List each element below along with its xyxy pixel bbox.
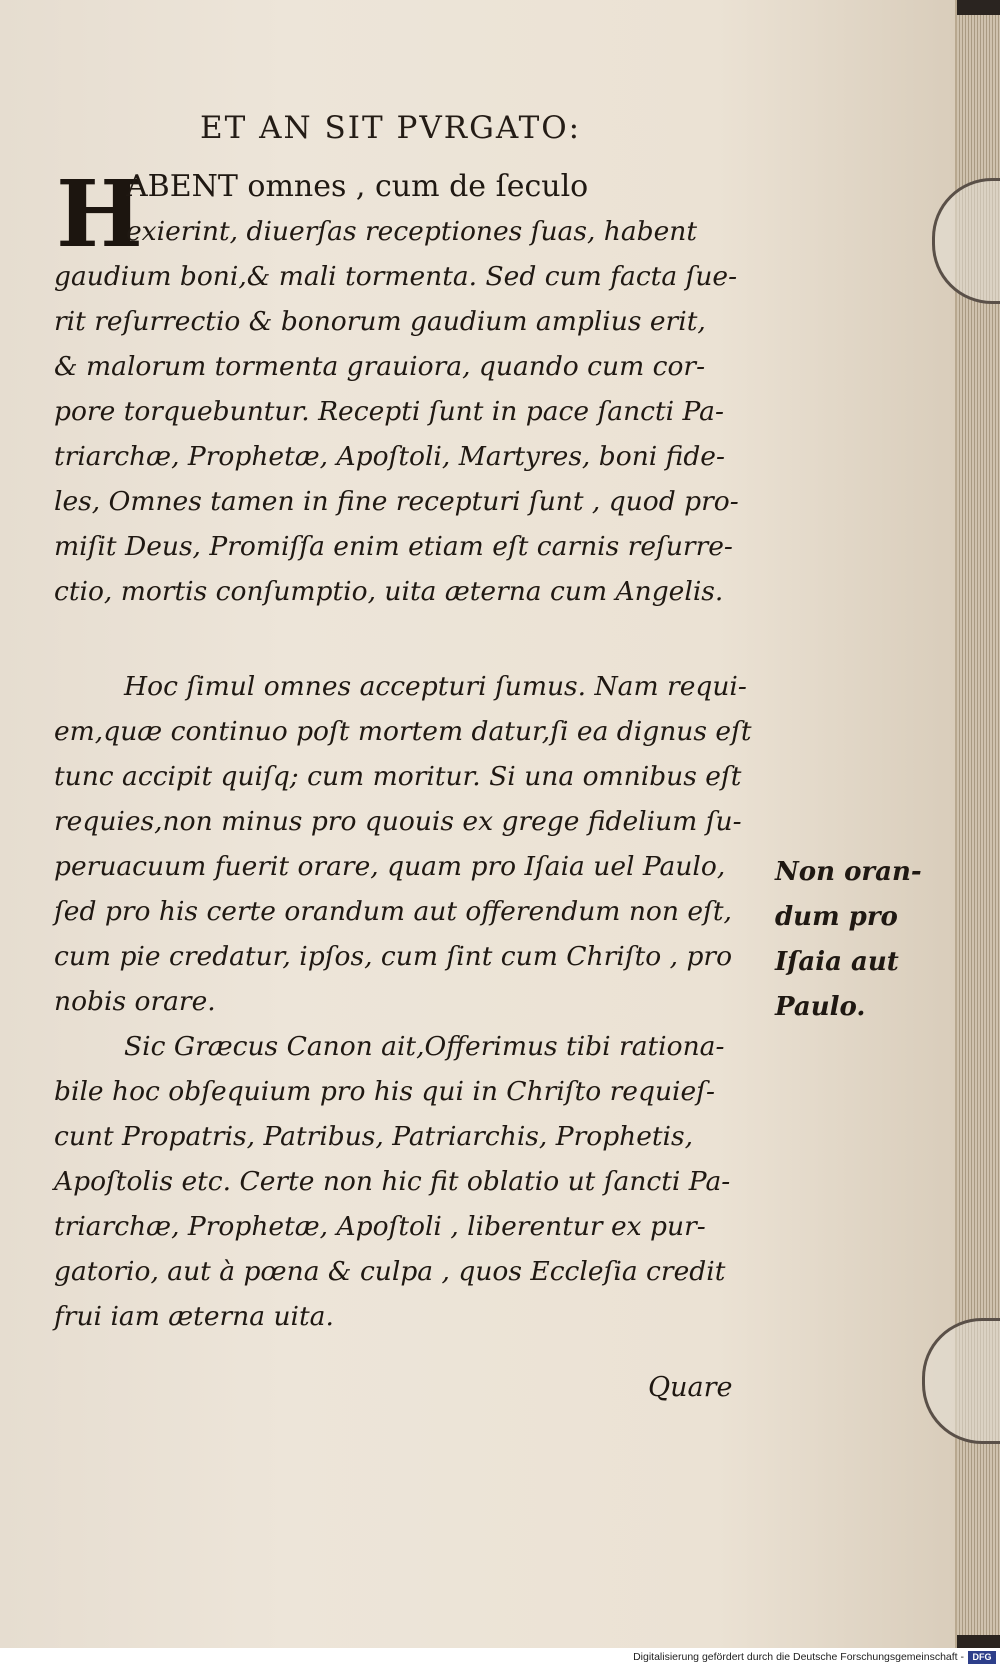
text-line: ſed pro his certe orandum aut offerendum non eſt, xyxy=(54,896,732,927)
funding-notice: Digitalisierung gefördert durch die Deutsche Forschungsgemeinschaft - xyxy=(633,1651,964,1663)
running-head: ET AN SIT PVRGATO: xyxy=(200,110,582,146)
decorated-initial: H xyxy=(56,160,143,268)
marginal-line: Paulo. xyxy=(775,992,866,1022)
text-line: les, Omnes tamen in fine recepturi ſunt , quod pro- xyxy=(54,486,739,517)
text-line: frui iam æterna uita. xyxy=(54,1301,334,1332)
marginal-note xyxy=(775,850,935,1030)
marginal-line: Non oran- xyxy=(775,857,922,887)
text-line: exierint, diuerſas receptiones ſuas, habent xyxy=(126,216,698,247)
marginal-line: dum pro xyxy=(775,902,898,932)
text-line: ctio, mortis conſumptio, uita æterna cum Angelis. xyxy=(54,576,724,607)
text-line: tunc accipit quiſq; cum moritur. Si una omnibus eſt xyxy=(54,761,742,792)
text-line: Sic Græcus Canon ait,Offerimus tibi rationa- xyxy=(124,1031,725,1062)
text-line: triarchæ, Prophetæ, Apoſtoli , liberentur ex pur- xyxy=(54,1211,706,1242)
text-line: triarchæ, Prophetæ, Apoſtoli, Martyres, boni fide- xyxy=(54,441,725,472)
footer-bar xyxy=(0,1648,1000,1668)
text-line: requies,non minus pro quouis ex grege fidelium ſu- xyxy=(54,806,742,837)
paragraph-1 xyxy=(54,254,759,614)
text-line: cum pie credatur, ipſos, cum ſint cum Chriſto , pro xyxy=(54,941,733,972)
text-line: em,quæ continuo poſt mortem datur,ſi ea dignus eſt xyxy=(54,716,752,747)
opening-block xyxy=(54,160,759,268)
text-line: bile hoc obſequium pro his qui in Chriſto requieſ- xyxy=(54,1076,715,1107)
text-line: gatorio, aut à pœna & culpa , quos Eccleſia credit xyxy=(54,1256,726,1287)
text-line: gaudium boni,& mali tormenta. Sed cum facta ſue- xyxy=(54,261,738,292)
paragraph-gap xyxy=(54,614,759,664)
catchword: Quare xyxy=(648,1372,733,1403)
text-line: ABENT omnes , cum de ſeculo xyxy=(126,169,589,204)
text-line: rit reſurrectio & bonorum gaudium amplius erit, xyxy=(54,306,706,337)
text-line: pore torquebuntur. Recepti ſunt in pace ſancti Pa- xyxy=(54,396,724,427)
text-line: nobis orare. xyxy=(54,986,216,1017)
main-text xyxy=(54,160,759,1339)
paragraph-2 xyxy=(54,664,759,1024)
text-line: Hoc ſimul omnes accepturi ſumus. Nam requi- xyxy=(124,671,747,702)
text-line: & malorum tormenta grauiora, quando cum cor- xyxy=(54,351,706,382)
dfg-logo: DFG xyxy=(968,1651,996,1664)
marginal-line: Iſaia aut xyxy=(775,947,899,977)
paragraph-3 xyxy=(54,1024,759,1339)
text-line: Apoſtolis etc. Certe non hic fit oblatio ut ſancti Pa- xyxy=(54,1166,731,1197)
text-line: peruacuum fuerit orare, quam pro Iſaia uel Paulo, xyxy=(54,851,726,882)
text-line: cunt Propatris, Patribus, Patriarchis, Prophetis, xyxy=(54,1121,694,1152)
text-line: miſit Deus, Promiſſa enim etiam eſt carnis reſurre- xyxy=(54,531,733,562)
